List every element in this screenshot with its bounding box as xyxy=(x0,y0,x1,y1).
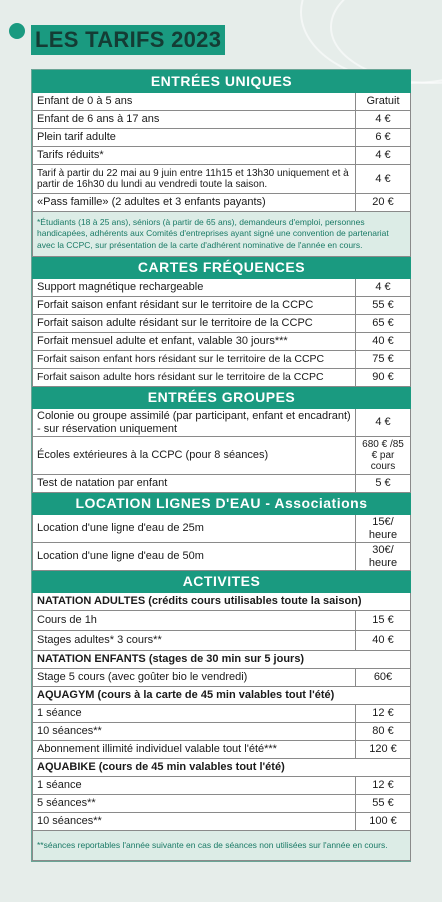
row-price: 6 € xyxy=(356,129,411,147)
row-label: Colonie ou groupe assimilé (par participant, enfant et encadrant) - sur réservation uniquement xyxy=(33,409,356,437)
table-row xyxy=(33,437,411,475)
row-price: 680 € /85 € par cours xyxy=(356,437,411,475)
table-row xyxy=(33,333,411,351)
table-row xyxy=(33,543,411,571)
row-label: «Pass famille» (2 adultes et 3 enfants payants) xyxy=(33,194,356,212)
footnote-row xyxy=(33,831,411,861)
row-label: 5 séances** xyxy=(33,795,356,813)
row-label: 1 séance xyxy=(33,777,356,795)
subsection-row xyxy=(33,593,411,611)
subsection-title: NATATION ENFANTS (stages de 30 min sur 5 jours) xyxy=(33,651,411,669)
row-label: Cours de 1h xyxy=(33,611,356,631)
row-price: 4 € xyxy=(356,279,411,297)
row-price: Gratuit xyxy=(356,93,411,111)
row-label: Stages adultes* 3 cours** xyxy=(33,631,356,651)
table-row xyxy=(33,111,411,129)
table-row xyxy=(33,147,411,165)
row-price: 12 € xyxy=(356,705,411,723)
table-row xyxy=(33,315,411,333)
row-price: 20 € xyxy=(356,194,411,212)
row-label: 10 séances** xyxy=(33,813,356,831)
table-row xyxy=(33,409,411,437)
table-row xyxy=(33,669,411,687)
row-price: 4 € xyxy=(356,165,411,194)
row-price: 80 € xyxy=(356,723,411,741)
section-header-row xyxy=(33,571,411,593)
subsection-row xyxy=(33,759,411,777)
row-label: Stage 5 cours (avec goûter bio le vendredi) xyxy=(33,669,356,687)
table-row xyxy=(33,813,411,831)
table-row xyxy=(33,741,411,759)
row-label: Location d'une ligne d'eau de 50m xyxy=(33,543,356,571)
subsection-row xyxy=(33,651,411,669)
section-header: LOCATION LIGNES D'EAU - Associations xyxy=(33,493,411,515)
table-row xyxy=(33,475,411,493)
table-row xyxy=(33,705,411,723)
row-label: Forfait saison adulte hors résidant sur le territoire de la CCPC xyxy=(33,369,356,387)
section-header-row xyxy=(33,493,411,515)
row-label: Forfait mensuel adulte et enfant, valable 30 jours*** xyxy=(33,333,356,351)
table-row xyxy=(33,777,411,795)
section-header-row xyxy=(33,257,411,279)
row-price: 90 € xyxy=(356,369,411,387)
section-header: ACTIVITES xyxy=(33,571,411,593)
row-label: Forfait saison enfant hors résidant sur le territoire de la CCPC xyxy=(33,351,356,369)
footnote-sessions: **séances reportables l'année suivante en cas de séances non utilisées sur l'année en cours. xyxy=(33,831,411,861)
section-header-row xyxy=(33,71,411,93)
section-header: CARTES FRÉQUENCES xyxy=(33,257,411,279)
subsection-title: NATATION ADULTES (crédits cours utilisables toute la saison) xyxy=(33,593,411,611)
row-price: 55 € xyxy=(356,795,411,813)
table-row xyxy=(33,165,411,194)
row-price: 12 € xyxy=(356,777,411,795)
row-label: Abonnement illimité individuel valable tout l'été*** xyxy=(33,741,356,759)
footnote-reduced-rates: *Étudiants (18 à 25 ans), séniors (à partir de 65 ans), demandeurs d'emploi, personnes handicapées, adhérents aux Comités d'entreprises ayant signé une convention de partenariat avec la CCPC, sur présentation de la carte d'adhérent nominative de l'année en cours. xyxy=(33,212,411,257)
table-row xyxy=(33,631,411,651)
table-row xyxy=(33,611,411,631)
subsection-title: AQUABIKE (cours de 45 min valables tout l'été) xyxy=(33,759,411,777)
row-label: Forfait saison enfant résidant sur le territoire de la CCPC xyxy=(33,297,356,315)
row-price: 15 € xyxy=(356,611,411,631)
row-label: Tarifs réduits* xyxy=(33,147,356,165)
section-header: ENTRÉES UNIQUES xyxy=(33,71,411,93)
table-row xyxy=(33,279,411,297)
table-row xyxy=(33,351,411,369)
row-label: Location d'une ligne d'eau de 25m xyxy=(33,515,356,543)
row-label: Support magnétique rechargeable xyxy=(33,279,356,297)
page-title: LES TARIFS 2023 xyxy=(31,25,225,55)
table-row xyxy=(33,795,411,813)
row-label: Enfant de 6 ans à 17 ans xyxy=(33,111,356,129)
table-row xyxy=(33,369,411,387)
row-price: 4 € xyxy=(356,409,411,437)
row-label: 10 séances** xyxy=(33,723,356,741)
footnote-row xyxy=(33,212,411,257)
row-label: Tarif à partir du 22 mai au 9 juin entre 11h15 et 13h30 uniquement et à partir de 16h30 du lundi au vendredi toute la saison. xyxy=(33,165,356,194)
section-header-row xyxy=(33,387,411,409)
row-price: 60€ xyxy=(356,669,411,687)
bullet-dot-icon xyxy=(9,23,25,39)
row-price: 4 € xyxy=(356,147,411,165)
row-label: Plein tarif adulte xyxy=(33,129,356,147)
table-row xyxy=(33,194,411,212)
row-price: 5 € xyxy=(356,475,411,493)
row-price: 40 € xyxy=(356,333,411,351)
table-row xyxy=(33,297,411,315)
table-row xyxy=(33,129,411,147)
row-price: 65 € xyxy=(356,315,411,333)
row-price: 4 € xyxy=(356,111,411,129)
row-label: Forfait saison adulte résidant sur le territoire de la CCPC xyxy=(33,315,356,333)
row-label: Test de natation par enfant xyxy=(33,475,356,493)
table-row xyxy=(33,723,411,741)
row-price: 55 € xyxy=(356,297,411,315)
tariff-card xyxy=(31,69,411,862)
table-row xyxy=(33,515,411,543)
row-label: 1 séance xyxy=(33,705,356,723)
row-price: 100 € xyxy=(356,813,411,831)
row-label: Enfant de 0 à 5 ans xyxy=(33,93,356,111)
section-header: ENTRÉES GROUPES xyxy=(33,387,411,409)
row-price: 120 € xyxy=(356,741,411,759)
row-label: Écoles extérieures à la CCPC (pour 8 séances) xyxy=(33,437,356,475)
row-price: 40 € xyxy=(356,631,411,651)
subsection-row xyxy=(33,687,411,705)
row-price: 30€/ heure xyxy=(356,543,411,571)
row-price: 75 € xyxy=(356,351,411,369)
tariff-table xyxy=(32,70,411,861)
subsection-title: AQUAGYM (cours à la carte de 45 min valables tout l'été) xyxy=(33,687,411,705)
row-price: 15€/ heure xyxy=(356,515,411,543)
table-row xyxy=(33,93,411,111)
